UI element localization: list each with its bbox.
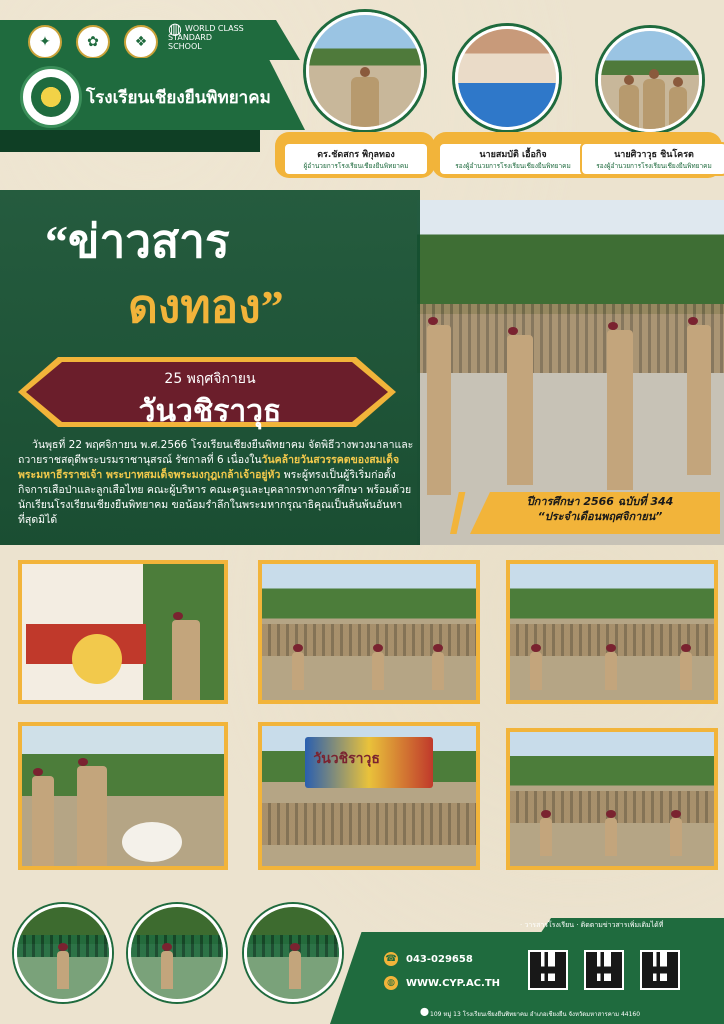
- event-date: 25 พฤศจิกายน: [164, 371, 256, 387]
- portrait-deputy-2: [598, 28, 702, 132]
- caption-deputy-1: นายสมบัติ เอื้อกิจ รองผู้อำนวยการโรงเรียนเชียงยืนพิทยาคม: [438, 142, 588, 176]
- qr-code-1[interactable]: [528, 950, 568, 990]
- globe-icon: ◍: [384, 976, 398, 990]
- school-name: โรงเรียนเชียงยืนพิทยาคม: [86, 88, 271, 108]
- event-title: วันวชิราวุธ: [138, 394, 282, 429]
- photo-scouts-lineup-1: [258, 560, 480, 704]
- photo-scouts-lineup-3: [506, 728, 718, 870]
- news-body: วันพุธที่ 22 พฤศจิกายน พ.ศ.2566 โรงเรียนเชียงยืนพิทยาคม จัดพิธีวางพวงมาลาและถวายราชสดุดีพระบรมราชานุสรณ์ รัชกาลที่ 6 เนื่องในวันคล้ายวันสวรรคตของสมเด็จพระมหาธีรราชเจ้า พระบาทสมเด็จพระมงกุฎเกล้าเจ้าอยู่หัว พระผู้ทรงเป็นผู้ริเริ่มก่อตั้งกิจการเสือป่าและลูกเสือไทย คณะผู้บริหาร คณะครูและบุคลากรทางการศึกษา พร้อมด้วยนักเรียนโรงเรียนเชียงยืนพิทยาคม ขอน้อมรำลึกในพระมหากรุณาธิคุณเป็นล้นพ้นอันหาที่สุดมิได้: [18, 439, 414, 526]
- portrait-deputy-1: [455, 26, 559, 130]
- newsletter-title-line2: ดงทอง”: [128, 281, 284, 332]
- issue-info: ปีการศึกษา 2566 ฉบับที่ 344 “ประจำเดือนพฤศจิกายน”: [526, 495, 674, 523]
- qr-code-2[interactable]: [584, 950, 624, 990]
- affiliation-logos: [28, 25, 158, 59]
- photo-group-banner: วันวชิราวุธ: [258, 722, 480, 870]
- globe-icon: ◍: [168, 19, 182, 38]
- location-pin-icon: ⬤: [420, 1007, 429, 1016]
- photo-wreath-ceremony: [18, 560, 228, 704]
- website-row[interactable]: ◍ WWW.CYP.AC.TH: [384, 976, 500, 990]
- newsletter-title-line1: “ข่าวสาร: [45, 216, 230, 267]
- school-logo: [20, 66, 82, 128]
- phone-row[interactable]: ☎ 043-029658: [385, 953, 473, 965]
- photo-director-garland: [18, 722, 228, 870]
- photo-scouts-lineup-2: [506, 560, 718, 704]
- qr-code-3[interactable]: [640, 950, 680, 990]
- caption-deputy-2: นายศิวาวุธ ชินโครต รองผู้อำนวยการโรงเรียนเชียงยืนพิทยาคม: [580, 142, 724, 176]
- decorative-bar: [0, 130, 260, 152]
- world-class-logo: ◍ WORLD CLASS STANDARD SCHOOL: [168, 19, 244, 51]
- footer-address: 109 หมู่ 13 โรงเรียนเชียงยืนพิทยาคม อำเภอเชียงยืน จังหวัดมหาสารคาม 44160: [430, 1011, 641, 1018]
- emblem-logo-2: ✿: [76, 25, 110, 59]
- circle-photo-3: [244, 904, 342, 1002]
- emblem-logo-1: ✦: [28, 25, 62, 59]
- circle-photo-2: [128, 904, 226, 1002]
- emblem-logo-3: ❖: [124, 25, 158, 59]
- phone-icon: ☎: [385, 954, 397, 964]
- portrait-director: [306, 12, 424, 130]
- circle-photo-1: [14, 904, 112, 1002]
- footer-links: · วารสารโรงเรียน · ติดตามข่าวสารเพิ่มเติมได้ที่: [520, 921, 664, 929]
- caption-director: ดร.ชัดสกร พิกุลทอง ผู้อำนวยการโรงเรียนเชียงยืนพิทยาคม: [283, 142, 429, 176]
